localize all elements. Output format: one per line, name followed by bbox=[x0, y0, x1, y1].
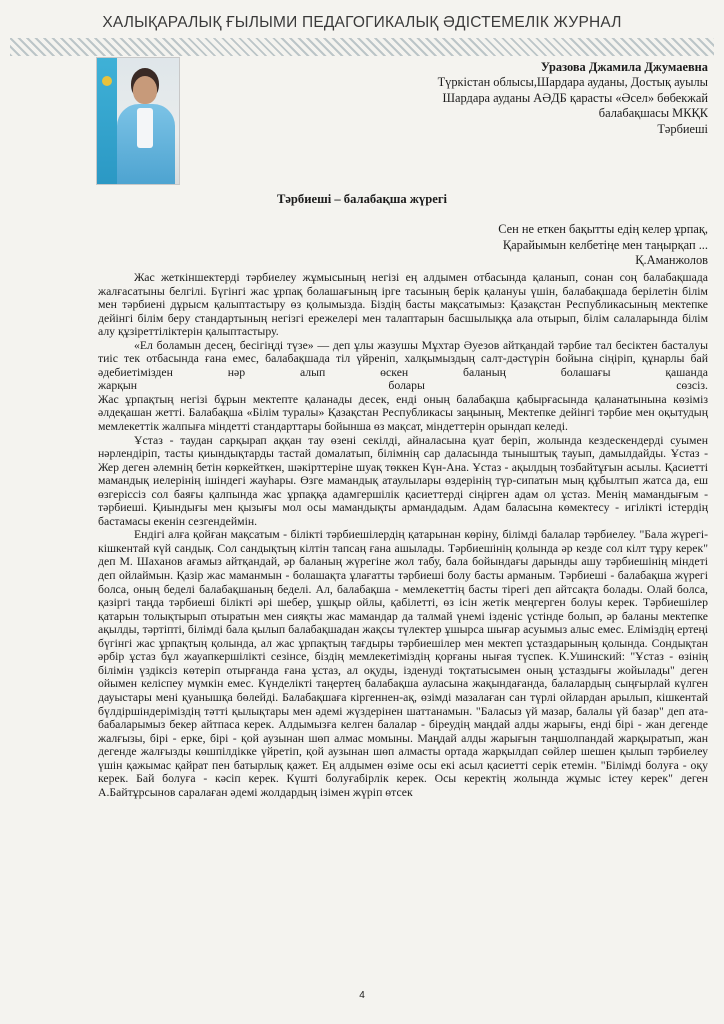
epigraph-line: Сен не еткен бақытты едің келер ұрпақ, bbox=[498, 222, 708, 236]
author-line: Тәрбиеші bbox=[657, 121, 708, 136]
paragraph: «Ел боламын десең, бесігіңді түзе» — деп ұлы жазушы Мұхтар Әуезов айтқандай тәрбие тал бесіктен басталуы тиіс тек отбасында ғана емес, балабақшада тіл үйреніп, халқымыздың салт-дәстүрін бойына сіңіріп, құнарлы бай әдебиетімізден нәр алып өскен баланың болашағы қашанда bbox=[98, 338, 708, 379]
author-block bbox=[288, 60, 708, 137]
journal-header: ХАЛЫҚАРАЛЫҚ ҒЫЛЫМИ ПЕДАГОГИКАЛЫҚ ӘДІСТЕМЕЛІК ЖУРНАЛ bbox=[102, 14, 622, 31]
epigraph-author: Қ.Аманжолов bbox=[635, 253, 708, 268]
page-number: 4 bbox=[359, 990, 365, 1001]
author-photo bbox=[96, 57, 180, 185]
epigraph bbox=[288, 222, 708, 269]
paragraph: Жас жеткіншектерді тәрбиелеу жұмысының негізі ең алдымен отбасында қаланып, сонан соң балабақшада жалғасатыны белгілі. Бүгінгі жас ұрпақ болашағының ірге тасының берік қалануы үшін, балабақшада берілетін білім мен тәрбиені дұрысм қалыптастыру өз қолымызда. Біздің басты мақсатымыз: Қазақстан Республикасының мектепке дейінгі білім беру стандартының негізгі ережелері мен талаптарын басшылыққа ала отырып, білім салаларында білім алу құзіреттіліктерін қалыптастыру. bbox=[98, 271, 708, 339]
header-decoration bbox=[10, 38, 714, 56]
epigraph-line: Қарайымын келбетіңе мен таңырқап ... bbox=[502, 237, 708, 252]
author-line: Шардара ауданы АӘДБ қарасты «Әсел» бөбекжай bbox=[442, 90, 708, 105]
paragraph: Ендігі алға қойған мақсатым - білікті тәрбиешілердің қатарынан көріну, білімді балалар тәрбиелеу. "Бала жүрегі- кішкентай күй сандық. Сол сандықтың кілтін тапсаң ғана ашылады. Тәрбиешінің қолында әр кезде сол кілт тұру керек" деп М. Шаханов ағамыз айтқандай, әр баланың жүрегіне жол табу, бала бойындағы дарынды ашу тәрбиешінің міндеті деп ойлаймын. Қазір жас маманмын - болашақта ұлағатты тәрбиеші болу басты арманым. Тәрбиеші - балабақша жүрегі болса, оның беделі балабақшаның беделі. Ал, балабақша - мемлекеттің басты тірегі деп айтсақта болады. Олай болса, қазіргі таңда тәрбиеші білікті әрі шебер, ұшқыр ойлы, қабілетті, өз ісін жетік меңгерген болуы керек. Тәрбиешілер қатарын толықтырып отыратын мен сияқты жас мамандар да талмай үнемі ізденіс үстінде болып, әр баланы мектепке ақылды, тәртіпті, білімді бала қылып балабақшадан жақсы түлектер ұшырса шығар асуымыз алыс емес. Еліміздің ертеңі бүгінгі жас ұрпақтың қолында, ал жас ұрпақтың тағдыры тәрбиешілер мен мектеп ұстаздарының қолында. Сондықтан әрбір ұстаз бұл жауапкершілікті сезінсе, біздің мемлекетіміздің қорғаны нығая түспек. К.Ушинский: "Ұстаз - өзінің білімін үздіксіз көтеріп отырғанда ғана ұстаз, ал оқуды, ізденуді тоқтатысымен оның ұстаздығы жойылады" деген ойымен келіспеу мүмкін емес. Күнделікті таңертең балабақша ауласына жақындағанда, балалардың сыңғырлай күлген дауыстары мені қуанышқа бөлейді. Балабақшаға кіргеннен-ақ, өзімді мазалаған сан түрлі ойлардан арылып, кішкентай бүлдіршіндеріміздің тәтті қылықтары мен әдемі жүздерінен шаттанамын. "Баласыз үй мазар, балалы үй базар" деп ата- бабаларымыз бекер айтпаса керек. Алдымызға келген балалар - біреудің маңдай алды жарығы, енді бірі - жан дегенде жалғызы, бірі - ерке, бірі - қой аузынан шөп алмас момыны. Маңдай алды жарығын таңшолпандай жарқыратып, жан дегенде жалғызды көшпілдікке үйретіп, қой аузынан шөп алмасты ортада жарқылдап сөйлер шешен қылып тәрбиелеу үшін қажымас қайрат пен батырлық қажет. Ең алдымен өзіме осы екі асыл қасиетті серік етемін. "Білімді болуға - оқу керек. Бай болуға - кәсіп керек. Күшті болуғабірлік керек. Осы керектің жолында жұмыс істеу керек" деген А.Байтұрсынов саралаған әдемі жолдардың ізімен жүріп өтсек bbox=[98, 528, 708, 799]
paragraph: Ұстаз - таудан сарқырап аққан тау өзені секілді, айналасына қуат беріп, жолында кездескендерді суымен нәрлендіріп, тасты қиындықтарды тастай домалатып, білімнің сар даласында тыныштық тауып, дамылдайды. Ұстаз - Жер деген әлемнің бетін көркейткен, шәкірттеріне шуақ төккен Күн-Ана. Ұстаз - ақылдың тозбайтұғын асылы. Қасиетті мамандық иелерінің ішіндегі жауһары. Өзге мамандық атаулылары өздерінің түр-сипатын мың құбылтып жатса да, еш өзгеріссіз сол баяғы қалпында жас ұрпаққа адамгершілік қасиеттерді сіңірген адам ол ұстаз. Менің мамандығым - тәрбиеші. Қиындығы мен қызығы мол осы мамандықты армандадым. Адам баласына көмектесу - игілікті істердің бастамасы екенін сезгендеймін. bbox=[98, 433, 708, 528]
author-line: Түркістан облысы,Шардара ауданы, Достық ауылы bbox=[437, 75, 708, 90]
paragraph-split-line bbox=[98, 379, 708, 393]
portrait-head bbox=[133, 76, 157, 104]
split-right: сөзсіз. bbox=[676, 379, 708, 393]
author-line: балабақшасы МКҚК bbox=[598, 106, 708, 121]
split-left: жарқын bbox=[98, 379, 138, 393]
article-body bbox=[98, 271, 708, 799]
portrait-shirt bbox=[137, 108, 153, 148]
split-middle: болары bbox=[388, 379, 425, 393]
article-title: Тәрбиеші – балабақша жүрегі bbox=[276, 192, 448, 206]
flag-image bbox=[97, 58, 117, 184]
author-name: Уразова Джамила Джумаевна bbox=[540, 60, 708, 74]
paragraph: Жас ұрпақтың негізі бұрын мектепте қаланады десек, енді оның балабақша қабырғасында қаланатынына көзіміз әлдеқашан жетті. Балабақша «Білім туралы» Қазақстан Республикасы заңының, Мектепке дейінгі тәрбие мен оқытудың мемлекеттік жалпыға міндетті стандарттары бойынша өз мақсат, міндеттерін орындап келеді. bbox=[98, 392, 708, 434]
